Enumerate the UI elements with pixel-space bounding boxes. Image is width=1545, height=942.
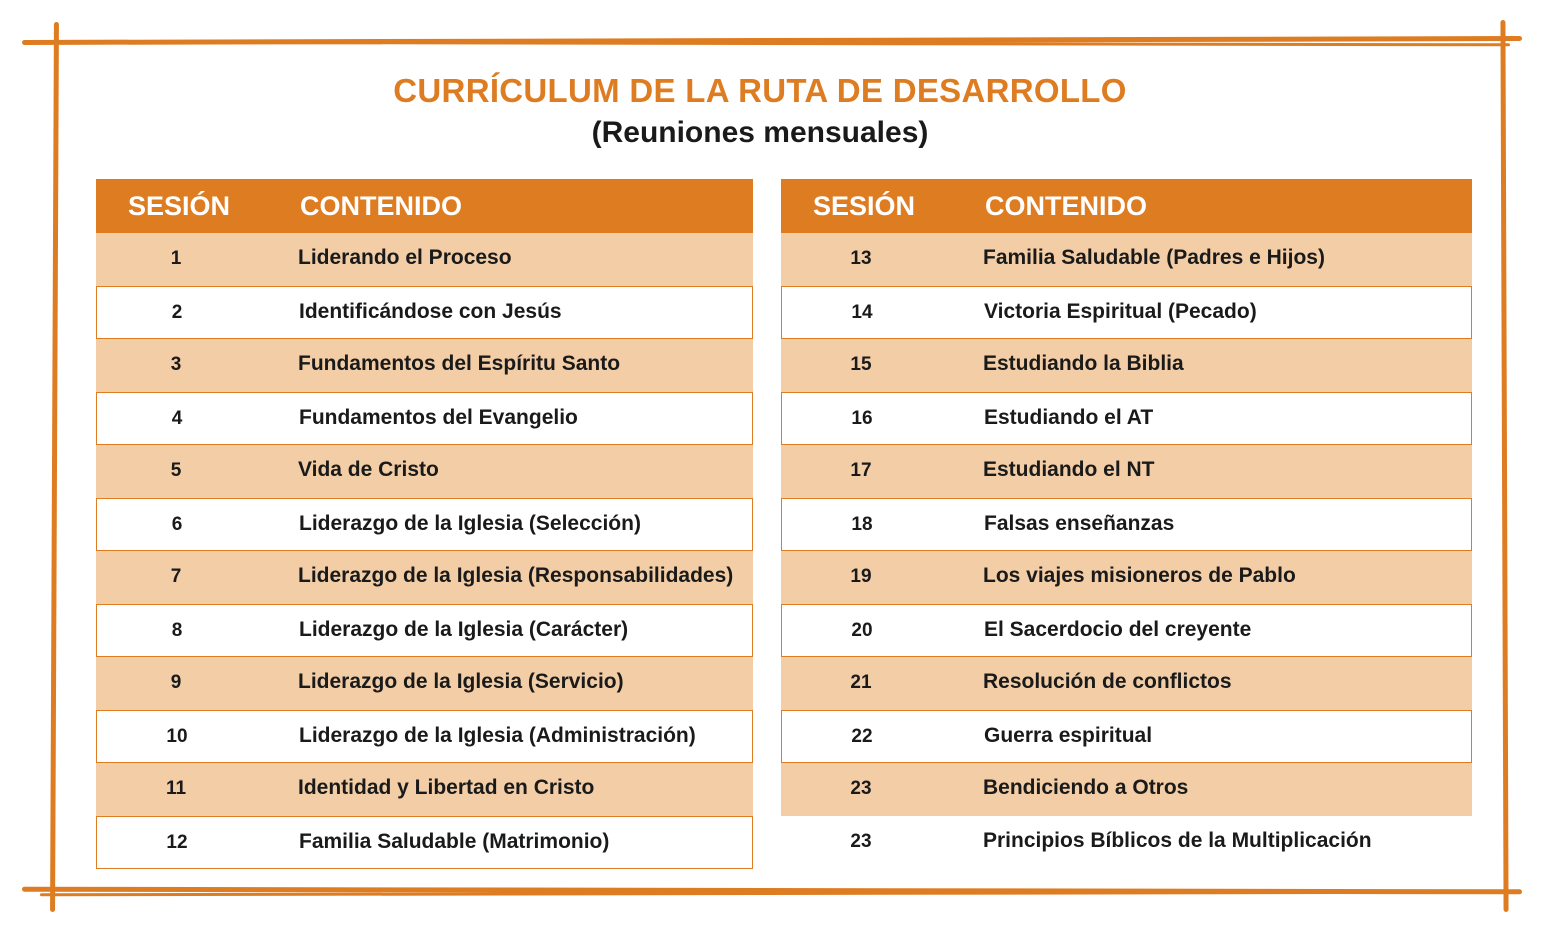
table-row [781, 710, 1472, 763]
table-row [96, 710, 753, 763]
page-title: CURRÍCULUM DE LA RUTA DE DESARROLLO [393, 72, 1127, 109]
session-number: 6 [171, 514, 183, 535]
session-number: 9 [170, 672, 182, 693]
table-row [96, 551, 753, 604]
page-subtitle: (Reuniones mensuales) [591, 116, 929, 149]
session-content: Liderazgo de la Iglesia (Responsabilidades) [298, 564, 734, 587]
session-content: Principios Bíblicos de la Multiplicación [983, 829, 1372, 852]
session-content: Liderazgo de la Iglesia (Servicio) [298, 670, 624, 693]
table-row [96, 339, 753, 392]
table-row [781, 816, 1472, 869]
table-row [781, 657, 1472, 710]
table-header [781, 179, 1472, 233]
session-number: 11 [165, 778, 187, 799]
table-row [96, 233, 753, 286]
session-number: 22 [851, 726, 873, 747]
session-number: 23 [850, 831, 872, 852]
header-session: SESIÓN [813, 191, 916, 221]
table-row [96, 286, 753, 339]
session-number: 16 [851, 408, 873, 429]
session-number: 3 [170, 354, 182, 375]
table-row [96, 604, 753, 657]
table-row [96, 445, 753, 498]
header-session: SESIÓN [128, 191, 231, 221]
sessions-table-left [96, 179, 753, 869]
session-number: 1 [170, 248, 182, 269]
table-row [781, 392, 1472, 445]
sessions-table-right [781, 179, 1472, 869]
table-row [96, 498, 753, 551]
session-number: 7 [170, 566, 182, 587]
session-number: 23 [850, 778, 872, 799]
session-content: Fundamentos del Evangelio [299, 406, 578, 429]
table-row [781, 763, 1472, 816]
session-number: 4 [171, 408, 183, 429]
session-number: 12 [166, 832, 188, 853]
frame-right [1500, 20, 1508, 912]
session-content: Resolución de conflictos [983, 670, 1232, 693]
session-content: Liderazgo de la Iglesia (Administración) [299, 724, 696, 747]
session-number: 15 [850, 354, 872, 375]
session-content: Identidad y Libertad en Cristo [298, 776, 595, 799]
session-content: Liderazgo de la Iglesia (Selección) [299, 512, 641, 535]
table-row [96, 657, 753, 710]
session-content: Estudiando el AT [984, 406, 1154, 429]
table-row [96, 763, 753, 816]
session-number: 2 [171, 302, 183, 323]
session-content: Liderazgo de la Iglesia (Carácter) [299, 618, 629, 641]
session-number: 21 [850, 672, 872, 693]
session-content: Familia Saludable (Padres e Hijos) [983, 246, 1325, 269]
session-content: El Sacerdocio del creyente [984, 618, 1252, 641]
table-header [96, 179, 753, 233]
session-content: Victoria Espiritual (Pecado) [984, 300, 1257, 323]
header-content: CONTENIDO [300, 191, 462, 221]
session-number: 18 [851, 514, 873, 535]
session-number: 5 [170, 460, 182, 481]
session-content: Bendiciendo a Otros [983, 776, 1189, 799]
session-number: 10 [166, 726, 188, 747]
session-content: Identificándose con Jesús [299, 300, 562, 323]
table-row [781, 445, 1472, 498]
session-number: 17 [850, 460, 872, 481]
table-row [781, 339, 1472, 392]
session-content: Fundamentos del Espíritu Santo [298, 352, 621, 375]
session-content: Vida de Cristo [298, 458, 439, 481]
table-row [96, 816, 753, 869]
header-content: CONTENIDO [985, 191, 1147, 221]
session-content: Estudiando la Biblia [983, 352, 1184, 375]
session-number: 14 [851, 302, 873, 323]
session-content: Los viajes misioneros de Pablo [983, 564, 1296, 587]
table-row [781, 551, 1472, 604]
frame-left [50, 22, 59, 912]
session-number: 8 [171, 620, 183, 641]
table-row [781, 604, 1472, 657]
table-row [781, 286, 1472, 339]
session-content: Liderando el Proceso [298, 246, 512, 269]
session-content: Falsas enseñanzas [984, 512, 1175, 535]
table-row [96, 392, 753, 445]
table-row [781, 498, 1472, 551]
session-number: 20 [851, 620, 873, 641]
session-content: Guerra espiritual [984, 724, 1153, 747]
table-row [781, 233, 1472, 286]
session-content: Estudiando el NT [983, 458, 1155, 481]
session-content: Familia Saludable (Matrimonio) [299, 830, 610, 853]
session-number: 19 [850, 566, 872, 587]
session-number: 13 [850, 248, 872, 269]
